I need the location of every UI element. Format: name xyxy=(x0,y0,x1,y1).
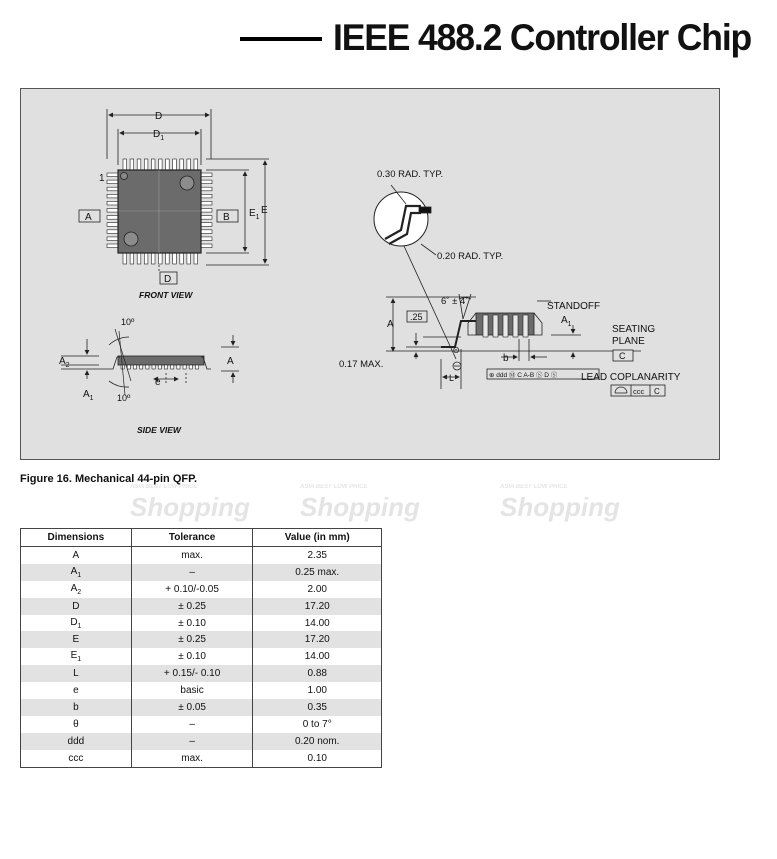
dimension-subscript: 1 xyxy=(77,656,82,664)
dim-E-label: E xyxy=(261,205,268,216)
lead-detail xyxy=(374,185,665,396)
dim-E1-label: $E_1$ xyxy=(249,208,260,221)
header-tolerance: Tolerance xyxy=(131,529,253,547)
lead-pin xyxy=(194,253,198,264)
side-lead-pin xyxy=(158,365,161,369)
pins-bottom xyxy=(123,253,198,264)
side-view-label: SIDE VIEW xyxy=(137,425,181,435)
side-lead-pin xyxy=(146,365,149,369)
detail-dim-025: .25 xyxy=(410,312,423,322)
datum-A-label: A xyxy=(85,212,92,223)
side-lead-pin xyxy=(195,365,198,369)
table-row xyxy=(21,547,382,564)
lead-pin xyxy=(159,253,163,264)
lead-pin xyxy=(137,253,141,264)
cell-dimension xyxy=(21,716,132,733)
detail-dim-L: L xyxy=(449,373,455,383)
header-dimensions: Dimensions xyxy=(21,529,132,547)
coplanarity-ccc: ccc xyxy=(633,387,645,396)
lead-pin xyxy=(201,187,212,191)
detail-dim-A1: $A_1$ xyxy=(561,315,572,328)
title-rule xyxy=(240,37,322,41)
cell-tolerance: ± 0.10 xyxy=(131,615,253,632)
lead-pin xyxy=(173,159,177,170)
side-lead-pin xyxy=(189,365,192,369)
datum-D-label: D xyxy=(164,274,172,285)
table-row xyxy=(21,716,382,733)
front-view xyxy=(79,109,269,284)
standoff-label: STANDOFF xyxy=(547,301,601,312)
cell-value: 0.35 xyxy=(253,699,382,716)
tolerance-frame-text: ⊕ ddd Ⓜ C A-B Ⓢ D Ⓢ xyxy=(489,372,558,379)
dimension-symbol: D xyxy=(72,600,80,612)
lead-pin xyxy=(187,159,191,170)
watermark-tagline-3: ASIA BEST LOW PRICE xyxy=(500,484,568,490)
lead-pin xyxy=(144,159,148,170)
dimension-subscript: 2 xyxy=(77,588,82,596)
lead-pin xyxy=(187,253,191,264)
lead-pin xyxy=(166,159,170,170)
dim-D-label: D xyxy=(155,111,163,122)
cell-dimension xyxy=(21,581,132,598)
cell-dimension xyxy=(21,598,132,615)
cell-value: 0.88 xyxy=(253,665,382,682)
lead-pin xyxy=(180,159,184,170)
lead-pin xyxy=(201,180,212,184)
side-lead-pin xyxy=(171,365,174,369)
page-title: IEEE 488.2 Controller Chip xyxy=(333,17,752,58)
cell-value: 17.20 xyxy=(253,631,382,648)
lead-pin xyxy=(201,216,212,220)
cell-value: 2.00 xyxy=(253,581,382,598)
cell-tolerance: ± 0.10 xyxy=(131,648,253,665)
detail-lead-pin xyxy=(523,315,528,337)
cell-tolerance: max. xyxy=(131,750,253,767)
side-view xyxy=(61,329,239,395)
lead-pin xyxy=(107,244,118,248)
dimension-table xyxy=(20,528,382,768)
cell-value: 1.00 xyxy=(253,682,382,699)
watermark-text-1: Shopping xyxy=(130,492,250,522)
pins-right xyxy=(201,173,212,248)
lead-pin xyxy=(137,159,141,170)
table-row xyxy=(21,598,382,615)
coplanarity-c: C xyxy=(654,387,660,396)
cell-dimension xyxy=(21,615,132,632)
lead-pin xyxy=(107,173,118,177)
side-lead-pin xyxy=(140,365,143,369)
lead-pin xyxy=(201,194,212,198)
front-view-label: FRONT VIEW xyxy=(139,290,193,300)
dimension-symbol: E xyxy=(72,634,80,646)
cell-dimension xyxy=(21,648,132,665)
table-body xyxy=(21,547,382,768)
ejector-pin-mark xyxy=(124,232,138,246)
detail-theta: Θ xyxy=(453,346,460,355)
watermark-tagline-2: ASIA BEST LOW PRICE xyxy=(300,484,368,490)
lead-pin xyxy=(151,159,155,170)
cell-tolerance: – xyxy=(131,716,253,733)
pins-top xyxy=(123,159,198,170)
cell-dimension xyxy=(21,665,132,682)
dim-D1-label: $D_1$ xyxy=(153,129,165,142)
side-pins xyxy=(121,365,199,369)
detail-dim-017: 0.17 MAX. xyxy=(339,359,384,370)
datum-C-label: C xyxy=(619,351,626,361)
dimension-symbol: ccc xyxy=(68,752,84,764)
lead-pin xyxy=(194,159,198,170)
lead-pin xyxy=(201,244,212,248)
cell-tolerance: ± 0.05 xyxy=(131,699,253,716)
rad-030-label: 0.30 RAD. TYP. xyxy=(377,169,444,180)
dimension-symbol: A xyxy=(70,582,78,594)
table-row xyxy=(21,665,382,682)
detail-lead-pin xyxy=(493,315,498,337)
drawing-canvas xyxy=(21,89,721,461)
figure-caption: Figure 16. Mechanical 44-pin QFP. xyxy=(20,473,198,485)
lead-pin xyxy=(107,187,118,191)
table-row xyxy=(21,581,382,598)
lead-pin xyxy=(201,209,212,213)
cell-tolerance: ± 0.25 xyxy=(131,631,253,648)
pin1-label: 1 xyxy=(99,173,105,184)
watermark-tagline-1: ASIA BEST LOW PRICE xyxy=(130,484,198,490)
cell-value: 14.00 xyxy=(253,648,382,665)
lead-pin xyxy=(159,159,163,170)
table-header-row xyxy=(21,529,382,547)
cell-tolerance: + 0.10/-0.05 xyxy=(131,581,253,598)
side-lead-pin xyxy=(164,365,167,369)
detail-lead-pin xyxy=(503,315,508,337)
lead-pin xyxy=(180,253,184,264)
lead-pin xyxy=(201,173,212,177)
cell-dimension xyxy=(21,733,132,750)
lead-pin xyxy=(130,253,134,264)
side-dim-A2: $A_2$ xyxy=(59,356,70,369)
lead-pin xyxy=(201,237,212,241)
side-dim-A1: $A_1$ xyxy=(83,389,94,402)
angle-top-label: 10º xyxy=(121,317,135,327)
dimension-symbol: A xyxy=(70,565,78,577)
watermark xyxy=(100,478,660,528)
cell-value: 0 to 7° xyxy=(253,716,382,733)
side-dim-e: e xyxy=(155,377,161,388)
lead-pin xyxy=(107,180,118,184)
lead-pin xyxy=(107,230,118,234)
lead-pin xyxy=(166,253,170,264)
table-row xyxy=(21,631,382,648)
lead-pin xyxy=(107,237,118,241)
dimension-symbol: θ xyxy=(73,718,79,730)
dimension-subscript: 1 xyxy=(77,622,82,630)
detail-dim-b: b xyxy=(503,353,509,364)
angle-bottom-label: 10º xyxy=(117,393,131,403)
dimension-symbol: D xyxy=(70,616,78,628)
table-row xyxy=(21,564,382,581)
side-lead-pin xyxy=(177,365,180,369)
ejector-pin-mark xyxy=(180,176,194,190)
cell-tolerance: – xyxy=(131,733,253,750)
table-row xyxy=(21,615,382,632)
lead-pin xyxy=(107,209,118,213)
side-lead-pin xyxy=(127,365,130,369)
cell-tolerance: + 0.15/- 0.10 xyxy=(131,665,253,682)
pins-left xyxy=(107,173,118,248)
dimension-symbol: e xyxy=(73,685,79,697)
lead-pin xyxy=(107,194,118,198)
lead-pin xyxy=(151,253,155,264)
seating-plane-label-2: PLANE xyxy=(612,336,645,347)
side-dim-A: A xyxy=(227,356,234,367)
cell-tolerance: basic xyxy=(131,682,253,699)
cell-tolerance: ± 0.25 xyxy=(131,598,253,615)
lead-pin xyxy=(144,253,148,264)
lead-pin xyxy=(130,159,134,170)
seating-plane-label-1: SEATING xyxy=(612,324,656,335)
dimension-symbol: A xyxy=(72,549,80,561)
cell-dimension xyxy=(21,750,132,767)
cell-tolerance: max. xyxy=(131,547,253,564)
header-value: Value (in mm) xyxy=(253,529,382,547)
table-row xyxy=(21,648,382,665)
rad-020-label: 0.20 RAD. TYP. xyxy=(437,251,504,262)
detail-dim-A: A xyxy=(387,319,394,330)
cell-value: 0.25 max. xyxy=(253,564,382,581)
cell-value: 2.35 xyxy=(253,547,382,564)
dimension-symbol: ddd xyxy=(67,735,85,747)
lead-pin xyxy=(123,253,127,264)
dimension-symbol: b xyxy=(73,701,79,713)
cell-value: 14.00 xyxy=(253,615,382,632)
side-lead-pin xyxy=(152,365,155,369)
lead-pin xyxy=(201,201,212,205)
lead-pin xyxy=(173,253,177,264)
side-lead-pin xyxy=(133,365,136,369)
datum-B-label: B xyxy=(223,212,230,223)
lead-pin xyxy=(107,223,118,227)
cell-value: 0.10 xyxy=(253,750,382,767)
table-row xyxy=(21,682,382,699)
detail-lead-pin xyxy=(483,315,488,337)
lead-pin xyxy=(107,201,118,205)
dimension-symbol: L xyxy=(73,668,79,680)
cell-dimension xyxy=(21,631,132,648)
cell-dimension xyxy=(21,682,132,699)
cell-dimension xyxy=(21,699,132,716)
cell-dimension xyxy=(21,547,132,564)
lead-pin xyxy=(201,223,212,227)
side-body xyxy=(118,356,204,365)
lead-pin xyxy=(123,159,127,170)
lead-coplanarity-label: LEAD COPLANARITY xyxy=(581,372,681,383)
table-row xyxy=(21,733,382,750)
cell-value: 0.20 nom. xyxy=(253,733,382,750)
lead-pin xyxy=(201,230,212,234)
detail-lead-pin xyxy=(513,315,518,337)
cell-dimension xyxy=(21,564,132,581)
mechanical-drawing xyxy=(20,88,720,460)
table-row xyxy=(21,750,382,767)
side-lead-pin xyxy=(183,365,186,369)
cell-tolerance: – xyxy=(131,564,253,581)
angle-label: 6˚ ± 4˚ xyxy=(441,296,469,307)
pin1-marker xyxy=(121,173,128,180)
table-row xyxy=(21,699,382,716)
watermark-text-3: Shopping xyxy=(500,492,620,522)
dimension-subscript: 1 xyxy=(77,571,82,579)
watermark-text-2: Shopping xyxy=(300,492,420,522)
cell-value: 17.20 xyxy=(253,598,382,615)
lead-pin xyxy=(107,216,118,220)
dimension-symbol: E xyxy=(70,650,78,662)
